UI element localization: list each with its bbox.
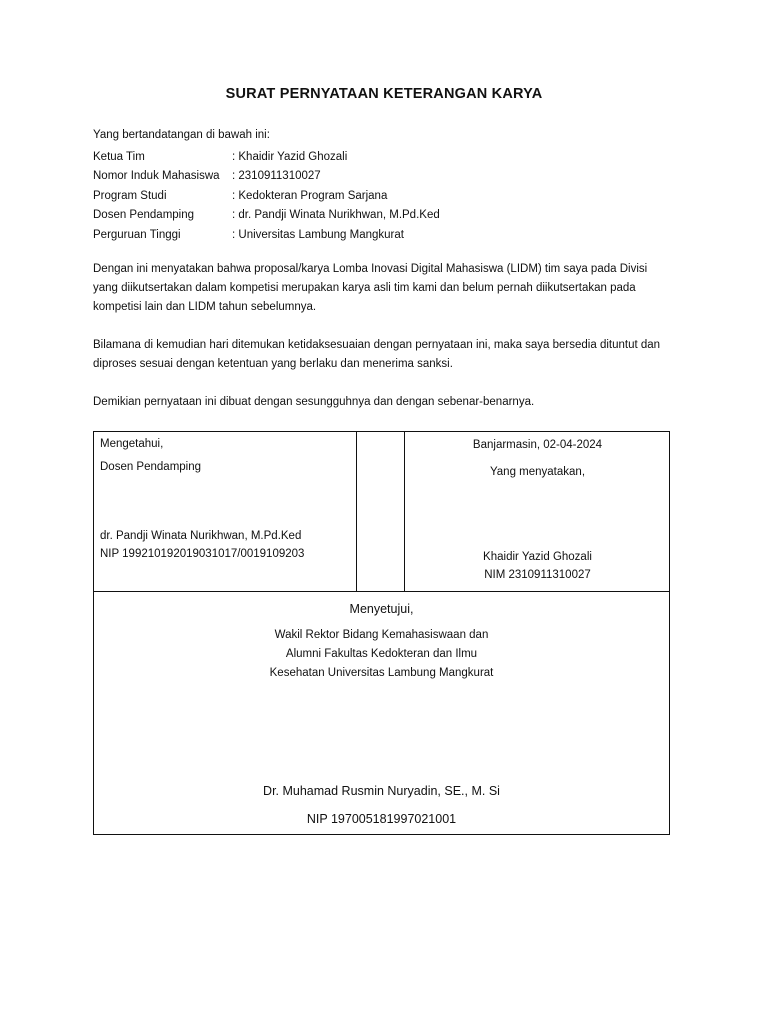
supervisor-nip: NIP 199210192019031017/0019109203	[100, 548, 305, 560]
declarant-nim: NIM 2310911310027	[484, 569, 591, 581]
field-value: : Kedokteran Program Sarjana	[232, 189, 388, 202]
document-title: SURAT PERNYATAAN KETERANGAN KARYA	[225, 86, 543, 102]
supervisor-name: dr. Pandji Winata Nurikhwan, M.Pd.Ked	[100, 530, 302, 542]
approver-role-line: Kesehatan Universitas Lambung Mangkurat	[269, 667, 494, 679]
field-row-university	[93, 226, 440, 245]
declarant-role: Yang menyatakan,	[489, 466, 586, 478]
table-divider	[404, 432, 405, 591]
place-date: Banjarmasin, 02-04-2024	[472, 439, 603, 451]
field-row-team-leader	[93, 148, 440, 167]
declarant-name: Khaidir Yazid Ghozali	[483, 551, 592, 563]
approver-name: Dr. Muhamad Rusmin Nuryadin, SE., M. Si	[263, 784, 500, 798]
field-value: : dr. Pandji Winata Nurikhwan, M.Pd.Ked	[232, 209, 440, 222]
field-row-study-program	[93, 187, 440, 206]
approved-label: Menyetujui,	[349, 602, 414, 616]
approver-role-line: Wakil Rektor Bidang Kemahasiswaan dan	[274, 629, 489, 641]
identity-fields	[93, 148, 440, 245]
field-label: Ketua Tim	[93, 151, 145, 163]
acknowledged-label: Mengetahui,	[100, 438, 164, 450]
approver-nip: NIP 197005181997021001	[306, 812, 457, 826]
field-row-supervisor	[93, 206, 440, 225]
approver-role-line: Alumni Fakultas Kedokteran dan Ilmu	[285, 648, 478, 660]
signature-table	[93, 431, 670, 835]
sanction-paragraph: Bilamana di kemudian hari ditemukan ketidaksesuaian dengan pernyataan ini, maka saya bersedia dituntut dan diproses sesuai dengan ketentuan yang berlaku dan menerima sanksi.	[93, 339, 661, 370]
field-row-student-id	[93, 167, 440, 186]
field-label: Program Studi	[93, 189, 167, 202]
field-label: Perguruan Tinggi	[93, 228, 181, 241]
field-label: Dosen Pendamping	[93, 209, 195, 222]
field-value: : Universitas Lambung Mangkurat	[232, 228, 404, 241]
supervisor-role: Dosen Pendamping	[100, 461, 202, 473]
field-value: : 2310911310027	[232, 170, 321, 183]
table-divider	[94, 591, 669, 592]
field-value: : Khaidir Yazid Ghozali	[232, 151, 348, 163]
intro-text: Yang bertandatangan di bawah ini:	[93, 129, 270, 141]
statement-paragraph: Dengan ini menyatakan bahwa proposal/karya Lomba Inovasi Digital Mahasiswa (LIDM) tim saya pada Divisi yang diikutsertakan dalam kompetisi merupakan karya asli tim kami dan belum pernah diikutsertakan pada kompetisi lain dan LIDM tahun sebelumnya.	[93, 263, 648, 313]
field-label: Nomor Induk Mahasiswa	[93, 170, 220, 183]
table-divider	[356, 432, 357, 591]
closing-paragraph: Demikian pernyataan ini dibuat dengan sesungguhnya dan dengan sebenar-benarnya.	[93, 396, 535, 408]
